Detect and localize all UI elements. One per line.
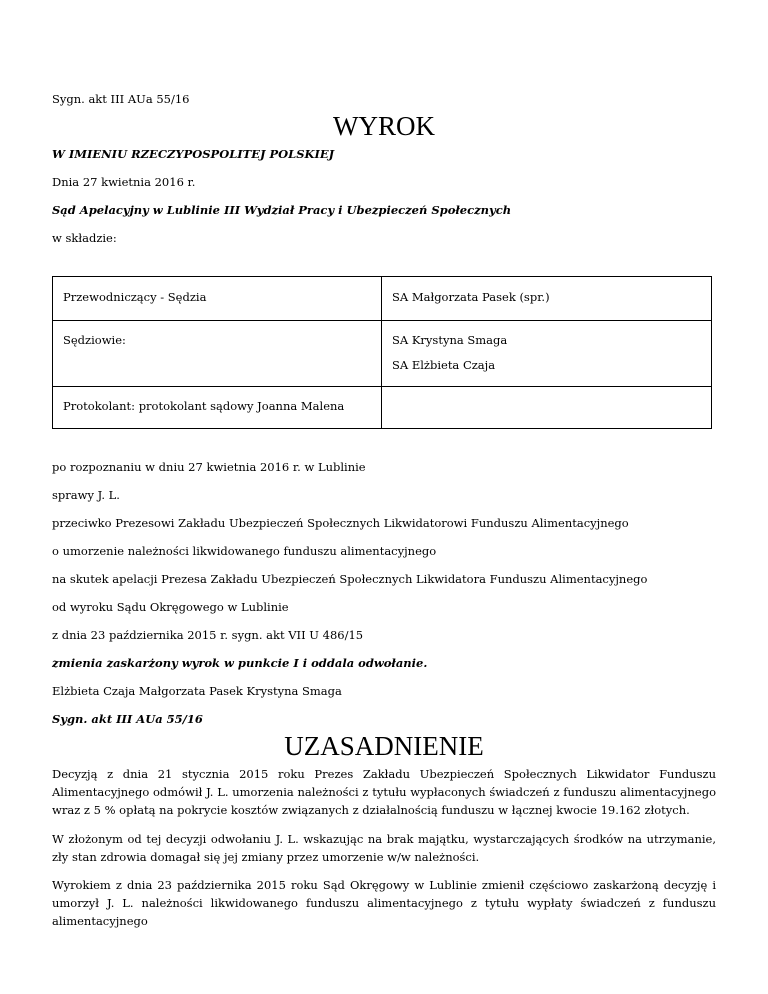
justification-case-number: Sygn. akt III AUa 55/16: [52, 712, 203, 726]
court-name: Sąd Apelacyjny w Lublinie III Wydział Pracy i Ubezpieczeń Społecznych: [52, 203, 512, 217]
verdict-subtitle: W IMIENIU RZECZYPOSPOLITEJ POLSKIEJ: [52, 147, 335, 161]
justification-paragraph: Wyrokiem z dnia 23 października 2015 roku Sąd Okręgowy w Lublinie zmienił częściowo zaskarżoną decyzję i umorzył J. L. należności likwidowanego funduszu alimentacyjnego z tytułu wypłaty świadczeń z funduszu alimentacyjnego: [52, 878, 716, 928]
body-line: o umorzenie należności likwidowanego funduszu alimentacyjnego: [52, 544, 437, 558]
presiding-judge: SA Małgorzata Pasek (spr.): [392, 290, 550, 304]
bench-table: [52, 276, 712, 429]
judge-signatures: Elżbieta Czaja Małgorzata Pasek Krystyna Smaga: [52, 684, 342, 698]
bench-row-clerk: [53, 387, 712, 429]
body-line: na skutek apelacji Prezesa Zakładu Ubezpieczeń Społecznych Likwidatora Funduszu Alimentacyjnego: [52, 572, 648, 586]
verdict-date: Dnia 27 kwietnia 2016 r.: [52, 175, 196, 189]
verdict-title: WYROK: [333, 111, 435, 141]
bench-row-presiding: [53, 277, 712, 321]
justification-title: UZASADNIENIE: [284, 731, 484, 761]
composition-label: w składzie:: [52, 231, 117, 245]
judges-label: Sędziowie:: [63, 333, 126, 347]
body-line: z dnia 23 października 2015 r. sygn. akt VII U 486/15: [52, 628, 364, 642]
case-number: Sygn. akt III AUa 55/16: [52, 92, 190, 106]
bench-row-judges: [53, 321, 712, 387]
presiding-label: Przewodniczący - Sędzia: [63, 290, 207, 304]
body-line: od wyroku Sądu Okręgowego w Lublinie: [52, 600, 289, 614]
justification-paragraph: Decyzją z dnia 21 stycznia 2015 roku Prezes Zakładu Ubezpieczeń Społecznych Likwidator Funduszu Alimentacyjnego odmówił J. L. umorzenia należności z tytułu wypłaconych świadczeń z funduszu alimentacyjnego wraz z 5 % opłatą na pokrycie kosztów związanych z działalnością funduszu w łącznej kwocie 19.162 złotych.: [52, 767, 716, 817]
justification-paragraph: W złożonym od tej decyzji odwołaniu J. L. wskazując na brak majątku, wystarczających środków na utrzymanie, zły stan zdrowia domagał się jej zmiany przez umorzenie w/w należności.: [52, 832, 716, 864]
body-line: sprawy J. L.: [52, 488, 120, 502]
body-line: przeciwko Prezesowi Zakładu Ubezpieczeń Społecznych Likwidatorowi Funduszu Alimentacyjnego: [52, 516, 629, 530]
verdict-operative-part: zmienia zaskarżony wyrok w punkcie I i oddala odwołanie.: [52, 656, 428, 670]
judge-name: SA Elżbieta Czaja: [392, 358, 496, 372]
clerk-label: Protokolant: protokolant sądowy Joanna Malena: [63, 399, 345, 413]
body-line: po rozpoznaniu w dniu 27 kwietnia 2016 r. w Lublinie: [52, 460, 366, 474]
judge-name: SA Krystyna Smaga: [392, 333, 508, 347]
